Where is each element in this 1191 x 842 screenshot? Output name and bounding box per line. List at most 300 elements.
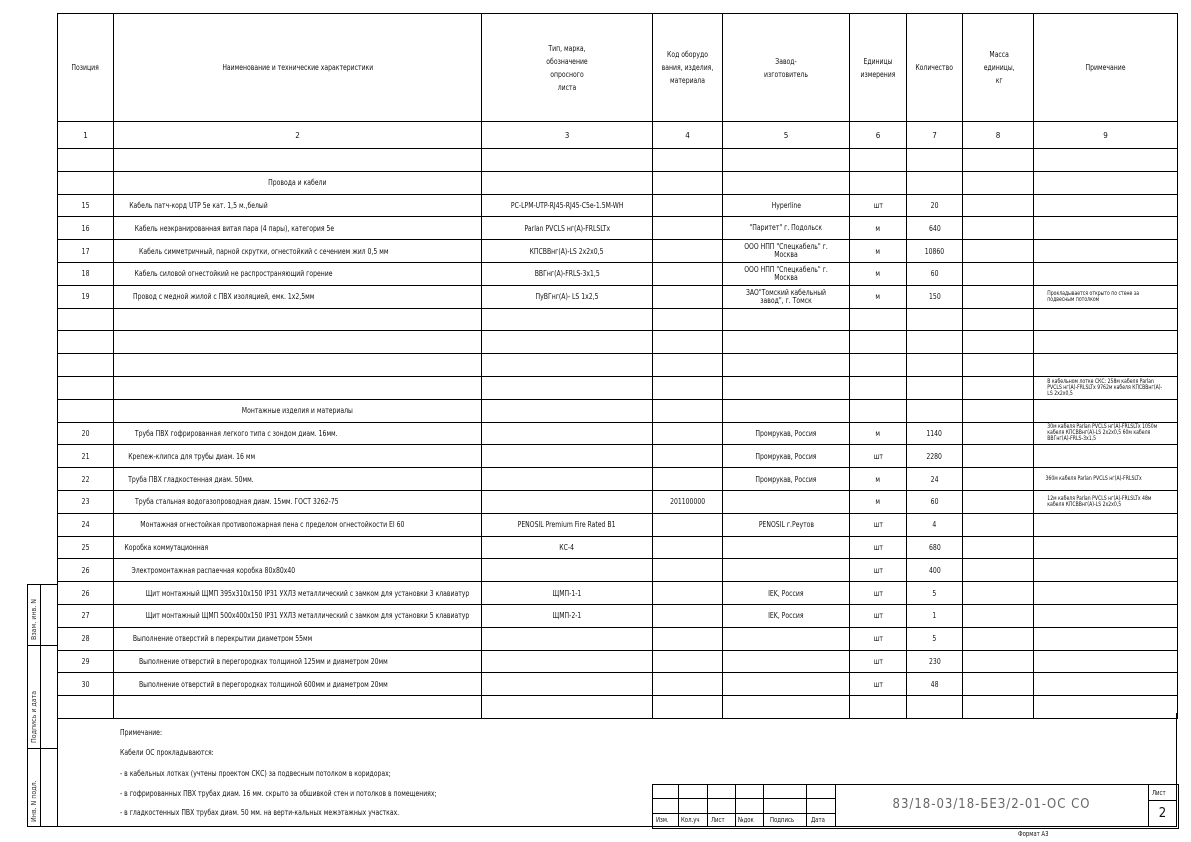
table-row: [58, 513, 1178, 536]
cell-unit: [850, 171, 907, 194]
cell-note: [1034, 399, 1178, 422]
table-row: [58, 354, 1178, 377]
cell-text: 5: [932, 588, 937, 598]
cell-text: 27: [81, 611, 90, 621]
cell-code: [653, 331, 723, 354]
cell-unit: [850, 399, 907, 422]
cell-maker: [723, 582, 850, 605]
cell-unit: [850, 308, 907, 331]
cell-pos: [58, 399, 114, 422]
header-mass: Масса единицы, кг: [963, 14, 1034, 122]
cell-maker: [723, 536, 850, 559]
table-row: [58, 536, 1178, 559]
cell-type: [482, 217, 653, 240]
cell-qty: [907, 308, 963, 331]
cell-unit: [850, 445, 907, 468]
cell-pos: [58, 376, 114, 399]
cell-pos: [58, 194, 114, 217]
table-row: [58, 650, 1178, 673]
cell-text: Выполнение отверстий в перегородках толщиной 125мм и диаметром 20мм: [138, 656, 388, 666]
cell-text: Коробка коммутационная: [124, 542, 209, 552]
cell-mass: [963, 468, 1034, 491]
cell-maker: [723, 194, 850, 217]
colnum: 9: [1034, 122, 1178, 149]
cell-note: [1034, 559, 1178, 582]
cell-maker: [723, 559, 850, 582]
table-row: [58, 490, 1178, 513]
cell-note: [1034, 604, 1178, 627]
cell-mass: [963, 673, 1034, 696]
colnum: 2: [114, 122, 482, 149]
cell-code: [653, 194, 723, 217]
stamp-ndok: №док: [738, 816, 754, 824]
cell-unit: [850, 285, 907, 308]
table-row: [58, 262, 1178, 285]
stamp-list: Лист: [711, 816, 725, 824]
cell-text: м: [875, 292, 881, 302]
colnum: 4: [653, 122, 723, 149]
cell-text: ООО НПП "Спецкабель" г. Москва: [744, 264, 828, 282]
cell-maker: [723, 262, 850, 285]
cell-pos: [58, 627, 114, 650]
cell-type: [482, 285, 653, 308]
cell-pos: [58, 149, 114, 172]
cell-unit: [850, 650, 907, 673]
stamp-izm: Изм.: [656, 816, 669, 824]
cell-mass: [963, 399, 1034, 422]
cell-qty: [907, 513, 963, 536]
cell-code: [653, 582, 723, 605]
cell-text: 19: [81, 292, 90, 302]
cell-note: [1034, 468, 1178, 491]
cell-name: [114, 604, 482, 627]
cell-unit: [850, 194, 907, 217]
cell-unit: [850, 536, 907, 559]
cell-maker: [723, 149, 850, 172]
cell-text: ЩМП-2-1: [552, 611, 582, 621]
cell-text: 12м кабеля Parlan PVCLS нг(A)-FRLSLTx 48м кабеля КПСВВнг(А)-LS 2х2х0,5: [1047, 494, 1152, 508]
cell-unit: [850, 354, 907, 377]
table-row: [58, 445, 1178, 468]
cell-code: [653, 354, 723, 377]
cell-code: [653, 240, 723, 263]
cell-text: Кабель симметричный, парной скрутки, огнестойкий с сечением жил 0,5 мм: [139, 246, 389, 256]
cell-note: [1034, 217, 1178, 240]
cell-note: [1034, 194, 1178, 217]
cell-name: [114, 673, 482, 696]
cell-note: [1034, 376, 1178, 399]
cell-note: [1034, 650, 1178, 673]
cell-text: ЗАО"Томский кабельный завод", г. Томск: [745, 287, 827, 305]
cell-text: 230: [928, 656, 941, 666]
cell-code: [653, 604, 723, 627]
colnum: 3: [482, 122, 653, 149]
table-row: [58, 627, 1178, 650]
cell-mass: [963, 285, 1034, 308]
cell-pos: [58, 217, 114, 240]
cell-qty: [907, 673, 963, 696]
cell-pos: [58, 673, 114, 696]
cell-text: 60: [930, 269, 939, 279]
cell-pos: [58, 445, 114, 468]
cell-text: 24: [930, 474, 939, 484]
cell-type: [482, 399, 653, 422]
cell-text: КС-4: [559, 542, 575, 552]
cell-note: [1034, 513, 1178, 536]
cell-type: [482, 354, 653, 377]
notes-line: Кабели ОС прокладываются:: [120, 748, 214, 757]
table-row: [58, 673, 1178, 696]
cell-code: [653, 650, 723, 673]
cell-text: шт: [873, 542, 883, 552]
cell-type: [482, 331, 653, 354]
cell-mass: [963, 171, 1034, 194]
cell-text: Выполнение отверстий в перегородках толщиной 600мм и диаметром 20мм: [138, 679, 388, 689]
cell-pos: [58, 240, 114, 263]
cell-mass: [963, 490, 1034, 513]
header-row: [58, 14, 1178, 122]
colnum: 8: [963, 122, 1034, 149]
cell-unit: [850, 217, 907, 240]
cell-text: Кабель патч-корд UTP 5e кат. 1,5 м.,белый: [129, 200, 268, 210]
cell-name: [114, 559, 482, 582]
cell-note: [1034, 308, 1178, 331]
cell-text: Крепеж-клипса для трубы диам. 16 мм: [128, 451, 256, 461]
colnum: 7: [907, 122, 963, 149]
cell-text: Промрукав, Россия: [755, 451, 817, 461]
cell-unit: [850, 262, 907, 285]
cell-code: [653, 149, 723, 172]
cell-text: 21: [81, 451, 90, 461]
table-row: [58, 376, 1178, 399]
cell-text: 18: [81, 269, 90, 279]
cell-type: [482, 376, 653, 399]
cell-type: [482, 149, 653, 172]
cell-mass: [963, 627, 1034, 650]
cell-maker: [723, 650, 850, 673]
cell-text: шт: [873, 588, 883, 598]
cell-pos: [58, 171, 114, 194]
header-qty: Количество: [907, 14, 963, 122]
cell-type: [482, 445, 653, 468]
cell-maker: [723, 445, 850, 468]
cell-text: Труба стальная водогазопроводная диам. 15мм. ГОСТ 3262-75: [134, 497, 339, 507]
cell-text: Электромонтажная распаечная коробка 80х80х40: [131, 565, 296, 575]
cell-pos: [58, 285, 114, 308]
cell-text: 2280: [926, 451, 943, 461]
cell-mass: [963, 604, 1034, 627]
section-title: Провода и кабели: [268, 178, 327, 188]
cell-code: [653, 285, 723, 308]
cell-code: [653, 673, 723, 696]
cell-text: 5: [932, 634, 937, 644]
cell-name: [114, 468, 482, 491]
cell-name: [114, 285, 482, 308]
cell-qty: [907, 468, 963, 491]
cell-qty: [907, 399, 963, 422]
cell-pos: [58, 262, 114, 285]
cell-mass: [963, 536, 1034, 559]
cell-text: м: [875, 246, 881, 256]
cell-code: [653, 468, 723, 491]
cell-text: 201100000: [669, 497, 706, 507]
cell-text: 24: [81, 520, 90, 530]
cell-text: Выполнение отверстий в перекрытии диаметром 55мм: [132, 634, 313, 644]
cell-note: [1034, 627, 1178, 650]
cell-name: [114, 331, 482, 354]
cell-name: [114, 490, 482, 513]
sheet-number: 2: [1158, 806, 1167, 821]
cell-mass: [963, 513, 1034, 536]
cell-code: [653, 171, 723, 194]
cell-text: м: [875, 474, 881, 484]
cell-name: [114, 627, 482, 650]
cell-mass: [963, 149, 1034, 172]
cell-pos: [58, 650, 114, 673]
table-row: [58, 217, 1178, 240]
cell-text: Монтажная огнестойкая противопожарная пена с пределом огнестойкости EI 60: [140, 520, 405, 530]
table-row: [58, 582, 1178, 605]
cell-text: Прокладывается открыто по стене за подвесным потолком: [1047, 289, 1140, 303]
cell-type: [482, 536, 653, 559]
cell-pos: [58, 308, 114, 331]
cell-mass: [963, 217, 1034, 240]
cell-name: [114, 308, 482, 331]
cell-type: [482, 513, 653, 536]
cell-text: 26: [81, 565, 90, 575]
cell-text: шт: [873, 611, 883, 621]
cell-unit: [850, 627, 907, 650]
notes-line: - в гладкостенных ПВХ трубах диам. 50 мм. на верти-кальных межэтажных участках.: [120, 808, 400, 817]
cell-text: Кабель неэкранированная витая пара (4 пары), категория 5е: [134, 223, 335, 233]
cell-code: [653, 513, 723, 536]
cell-mass: [963, 194, 1034, 217]
cell-pos: [58, 468, 114, 491]
cell-mass: [963, 650, 1034, 673]
header-code: Код оборудо вания, изделия, материала: [653, 14, 723, 122]
cell-text: Провод с медной жилой с ПВХ изоляцией, емк. 1х2,5мм: [133, 292, 315, 302]
cell-text: 28: [81, 634, 90, 644]
cell-text: 15: [81, 200, 90, 210]
cell-text: ПуВГнг(А)- LS 1х2,5: [535, 292, 599, 302]
cell-text: 400: [928, 565, 941, 575]
table-row: [58, 240, 1178, 263]
cell-type: [482, 171, 653, 194]
cell-text: 22: [81, 474, 90, 484]
cell-maker: [723, 513, 850, 536]
table-row: [58, 468, 1178, 491]
cell-pos: [58, 582, 114, 605]
cell-mass: [963, 240, 1034, 263]
colnum: 1: [58, 122, 114, 149]
cell-text: шт: [873, 451, 883, 461]
cell-text: PENOSIL Premium Fire Rated B1: [518, 520, 616, 530]
cell-mass: [963, 262, 1034, 285]
specification-table: [57, 13, 1178, 719]
cell-pos: [58, 354, 114, 377]
cell-text: 10860: [924, 246, 945, 256]
cell-text: PENOSIL г.Реутов: [758, 520, 814, 530]
cell-note: [1034, 422, 1178, 445]
cell-unit: [850, 673, 907, 696]
table-row: [58, 604, 1178, 627]
cell-maker: [723, 376, 850, 399]
cell-qty: [907, 376, 963, 399]
cell-text: 17: [81, 246, 90, 256]
cell-name: [114, 217, 482, 240]
cell-qty: [907, 262, 963, 285]
cell-maker: [723, 604, 850, 627]
cell-text: PC-LPM-UTP-RJ45-RJ45-C5e-1.5M-WH: [510, 200, 624, 210]
cell-code: [653, 445, 723, 468]
notes-title: Примечание:: [120, 728, 163, 737]
cell-code: [653, 490, 723, 513]
cell-text: Щит монтажный ЩМП 500х400х150 IP31 УХЛ3 металлический с замком для установки 5 клавиатур: [145, 611, 470, 621]
column-number-row: [58, 122, 1178, 149]
cell-maker: [723, 673, 850, 696]
document-code: 83/18-03/18-БЕЗ/2-01-ОС СО: [892, 797, 1091, 812]
cell-note: [1034, 171, 1178, 194]
cell-unit: [850, 331, 907, 354]
cell-text: Труба ПВХ гладкостенная диам. 50мм.: [128, 474, 254, 484]
cell-mass: [963, 308, 1034, 331]
cell-mass: [963, 559, 1034, 582]
table-row: [58, 559, 1178, 582]
cell-code: [653, 376, 723, 399]
cell-maker: [723, 354, 850, 377]
cell-code: [653, 627, 723, 650]
cell-text: 680: [928, 542, 941, 552]
cell-note: [1034, 285, 1178, 308]
cell-qty: [907, 627, 963, 650]
cell-type: [482, 604, 653, 627]
cell-note: [1034, 331, 1178, 354]
cell-qty: [907, 171, 963, 194]
table-row: [58, 194, 1178, 217]
cell-text: м: [875, 428, 881, 438]
cell-note: [1034, 445, 1178, 468]
cell-note: [1034, 536, 1178, 559]
cell-qty: [907, 490, 963, 513]
cell-text: 25: [81, 542, 90, 552]
cell-mass: [963, 331, 1034, 354]
cell-text: Труба ПВХ гофрированная легкого типа с зондом диам. 16мм.: [134, 428, 338, 438]
cell-code: [653, 422, 723, 445]
cell-maker: [723, 468, 850, 491]
cell-name: [114, 582, 482, 605]
cell-note: [1034, 240, 1178, 263]
cell-name: [114, 354, 482, 377]
section-title: Монтажные изделия и материалы: [241, 406, 354, 416]
format-label: Формат А3: [1018, 830, 1049, 838]
cell-name: [114, 171, 482, 194]
cell-type: [482, 582, 653, 605]
cell-code: [653, 536, 723, 559]
cell-text: IEK, Россия: [768, 611, 804, 621]
section-row: [58, 399, 1178, 422]
cell-text: 20: [81, 428, 90, 438]
cell-unit: [850, 604, 907, 627]
cell-type: [482, 650, 653, 673]
header-name: Наименование и технические характеристики: [114, 14, 482, 122]
cell-note: [1034, 149, 1178, 172]
cell-pos: [58, 490, 114, 513]
cell-name: [114, 149, 482, 172]
cell-pos: [58, 604, 114, 627]
cell-pos: [58, 331, 114, 354]
cell-text: шт: [873, 634, 883, 644]
cell-text: ВВГнг(А)-FRLS-3х1,5: [534, 269, 600, 279]
cell-name: [114, 399, 482, 422]
notes-line: - в гофрированных ПВХ трубах диам. 16 мм. скрыто за обшивкой стен и потолков в помещениях;: [120, 789, 437, 798]
stamp-kol: Кол.уч: [681, 816, 700, 824]
cell-maker: [723, 217, 850, 240]
header-maker: Завод- изготовитель: [723, 14, 850, 122]
cell-pos: [58, 422, 114, 445]
cell-maker: [723, 308, 850, 331]
table-row: [58, 331, 1178, 354]
cell-text: м: [875, 269, 881, 279]
cell-qty: [907, 536, 963, 559]
table-row: [58, 285, 1178, 308]
cell-text: ЩМП-1-1: [552, 588, 582, 598]
cell-unit: [850, 422, 907, 445]
cell-maker: [723, 399, 850, 422]
cell-qty: [907, 217, 963, 240]
table-row: [58, 149, 1178, 172]
cell-code: [653, 217, 723, 240]
cell-qty: [907, 422, 963, 445]
cell-name: [114, 536, 482, 559]
cell-mass: [963, 376, 1034, 399]
cell-mass: [963, 445, 1034, 468]
cell-text: 48: [930, 679, 939, 689]
cell-qty: [907, 559, 963, 582]
cell-name: [114, 422, 482, 445]
cell-code: [653, 399, 723, 422]
cell-note: [1034, 262, 1178, 285]
cell-text: "Паритет" г. Подольск: [749, 223, 823, 233]
cell-text: Промрукав, Россия: [755, 474, 817, 484]
cell-pos: [58, 559, 114, 582]
cell-mass: [963, 354, 1034, 377]
cell-pos: [58, 513, 114, 536]
cell-text: шт: [873, 679, 883, 689]
cell-name: [114, 376, 482, 399]
side-inv: Инв. N подл.: [30, 780, 38, 822]
cell-maker: [723, 240, 850, 263]
cell-mass: [963, 582, 1034, 605]
cell-text: 150: [928, 292, 941, 302]
cell-maker: [723, 331, 850, 354]
cell-type: [482, 422, 653, 445]
cell-type: [482, 627, 653, 650]
cell-unit: [850, 149, 907, 172]
cell-text: м: [875, 497, 881, 507]
cell-type: [482, 308, 653, 331]
cell-name: [114, 513, 482, 536]
cell-unit: [850, 468, 907, 491]
cell-type: [482, 559, 653, 582]
cell-unit: [850, 376, 907, 399]
cell-type: [482, 468, 653, 491]
cell-maker: [723, 422, 850, 445]
cell-text: 360м кабеля Parlan PVCLS нг(A)-FRLSLTx: [1045, 475, 1142, 483]
cell-maker: [723, 490, 850, 513]
cell-type: [482, 673, 653, 696]
cell-text: 60: [930, 497, 939, 507]
cell-qty: [907, 354, 963, 377]
